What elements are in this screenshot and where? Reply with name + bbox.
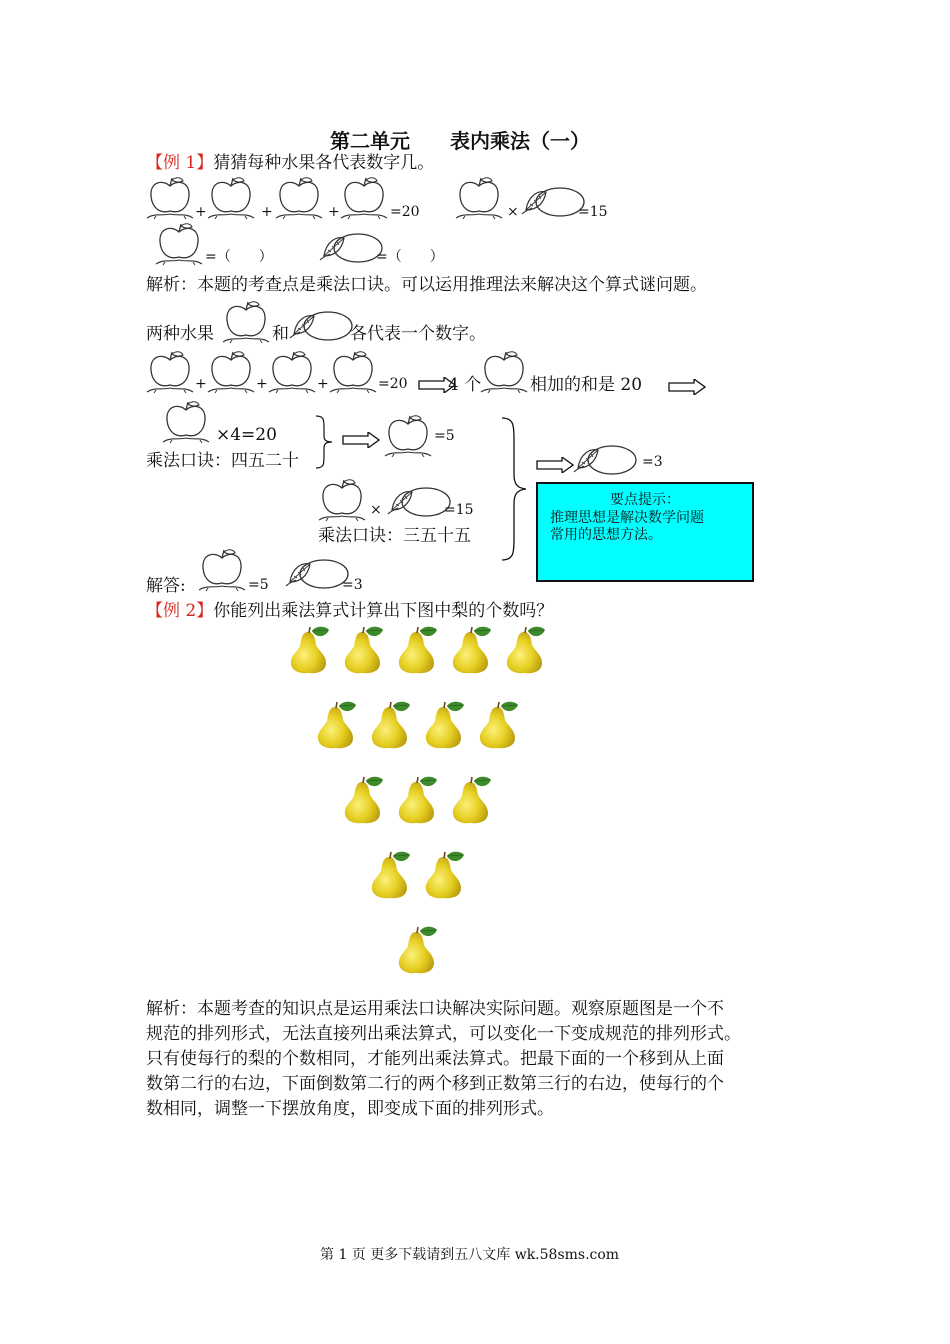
plus-sign: + [195,204,207,220]
times-sign: × [370,502,382,518]
lemon-icon [288,304,354,344]
example2-tag: 【例 2】 [146,601,214,621]
pear-icon [396,926,440,974]
lemon-icon [520,180,586,220]
example2-heading [146,603,553,620]
tip-line2: 常用的思想方法。 [550,527,662,543]
pear-icon [396,626,440,674]
tip-box [536,482,754,582]
apple-icon [207,350,255,394]
apple-icon [146,350,194,394]
lemon-answer-blank: =（ ） [376,249,444,265]
pear-icon [423,701,467,749]
rule1-text: 乘法口诀：四五二十 [146,451,299,471]
pear-icon [504,626,548,674]
times4-text: ×4=20 [216,425,277,445]
plus-sign: + [317,376,329,392]
lemon-icon [318,226,384,266]
pear-icon [477,701,521,749]
and-text: 和 [272,324,289,344]
answer-apple-value: =5 [248,577,269,593]
plus-sign: + [195,376,207,392]
apple-icon [275,176,323,220]
analysis2-line: 只有使每行的梨的个数相同，才能列出乘法算式。把最下面的一个移到从上面 [146,1049,724,1069]
equals-15: =15 [444,502,474,518]
apple-icon [329,350,377,394]
arrow-right-icon [342,432,380,448]
pear-icon [450,626,494,674]
example2-question: 你能列出乘法算式计算出下图中梨的个数吗？ [213,601,554,621]
analysis2-line: 数第二行的右边，下面倒数第二行的两个移到正数第三行的右边，使每行的个 [146,1074,724,1094]
plus-sign: + [261,204,273,220]
four-count-text: 4 个 [448,375,482,395]
apple-icon [480,350,528,394]
times-sign: × [507,204,519,220]
equals-20: =20 [378,376,408,392]
apple-icon [155,222,203,266]
pear-icon [288,626,332,674]
plus-sign: + [328,204,340,220]
apple-icon [384,414,432,458]
apple-icon [162,400,210,444]
answer-lemon-value: =3 [342,577,363,593]
apple-icon [455,176,503,220]
apple-icon [207,176,255,220]
pear-icon [369,851,413,899]
sum-text: 相加的和是 20 [530,375,643,395]
lemon-icon [386,480,452,520]
pear-icon [369,701,413,749]
page-title: 第二单元 表内乘法（一） [330,129,590,153]
tip-title: 要点提示： [610,492,680,508]
right-brace-icon [314,414,334,470]
analysis2-line: 解析：本题考查的知识点是运用乘法口诀解决实际问题。观察原题图是一个不 [146,999,724,1019]
example1-tag: 【例 1】 [146,153,214,173]
two-fruits-text: 两种水果 [146,324,214,344]
rule2-text: 乘法口诀：三五十五 [318,526,471,546]
each-digit-text: 各代表一个数字。 [350,324,486,344]
apple-icon [198,548,246,592]
apple-icon [146,176,194,220]
pear-icon [315,701,359,749]
arrow-right-icon [668,379,706,395]
pear-icon [423,851,467,899]
pear-icon [396,776,440,824]
apple-icon [222,300,270,344]
lemon-icon [284,552,350,592]
analysis1-line1: 解析：本题的考查点是乘法口诀。可以运用推理法来解决这个算式谜问题。 [146,275,707,295]
apple-answer-blank: =（ ） [205,249,273,265]
pear-icon [342,626,386,674]
arrow-right-icon [536,457,574,473]
apple-icon [318,478,366,522]
answer-label: 解答: [146,576,186,596]
analysis2-line: 规范的排列形式，无法直接列出乘法算式，可以变化一下变成规范的排列形式。 [146,1024,741,1044]
apple-equals-5: =5 [434,428,455,444]
lemon-icon [572,438,638,478]
right-brace-icon [500,416,528,562]
example1-heading [146,155,434,172]
lemon-equals-3: =3 [642,454,663,470]
pear-icon [450,776,494,824]
equals-15: =15 [578,204,608,220]
plus-sign: + [256,376,268,392]
analysis2 [146,997,741,1122]
apple-icon [340,176,388,220]
equals-20: =20 [390,204,420,220]
example1-question: 猜猜每种水果各代表数字几。 [213,153,435,173]
pear-icon [342,776,386,824]
analysis2-line: 数相同，调整一下摆放角度，即变成下面的排列形式。 [146,1099,554,1119]
tip-line1: 推理思想是解决数学问题 [550,510,704,526]
page-footer: 第 1 页 更多下载请到五八文库 wk.58sms.com [320,1247,620,1263]
apple-icon [268,350,316,394]
